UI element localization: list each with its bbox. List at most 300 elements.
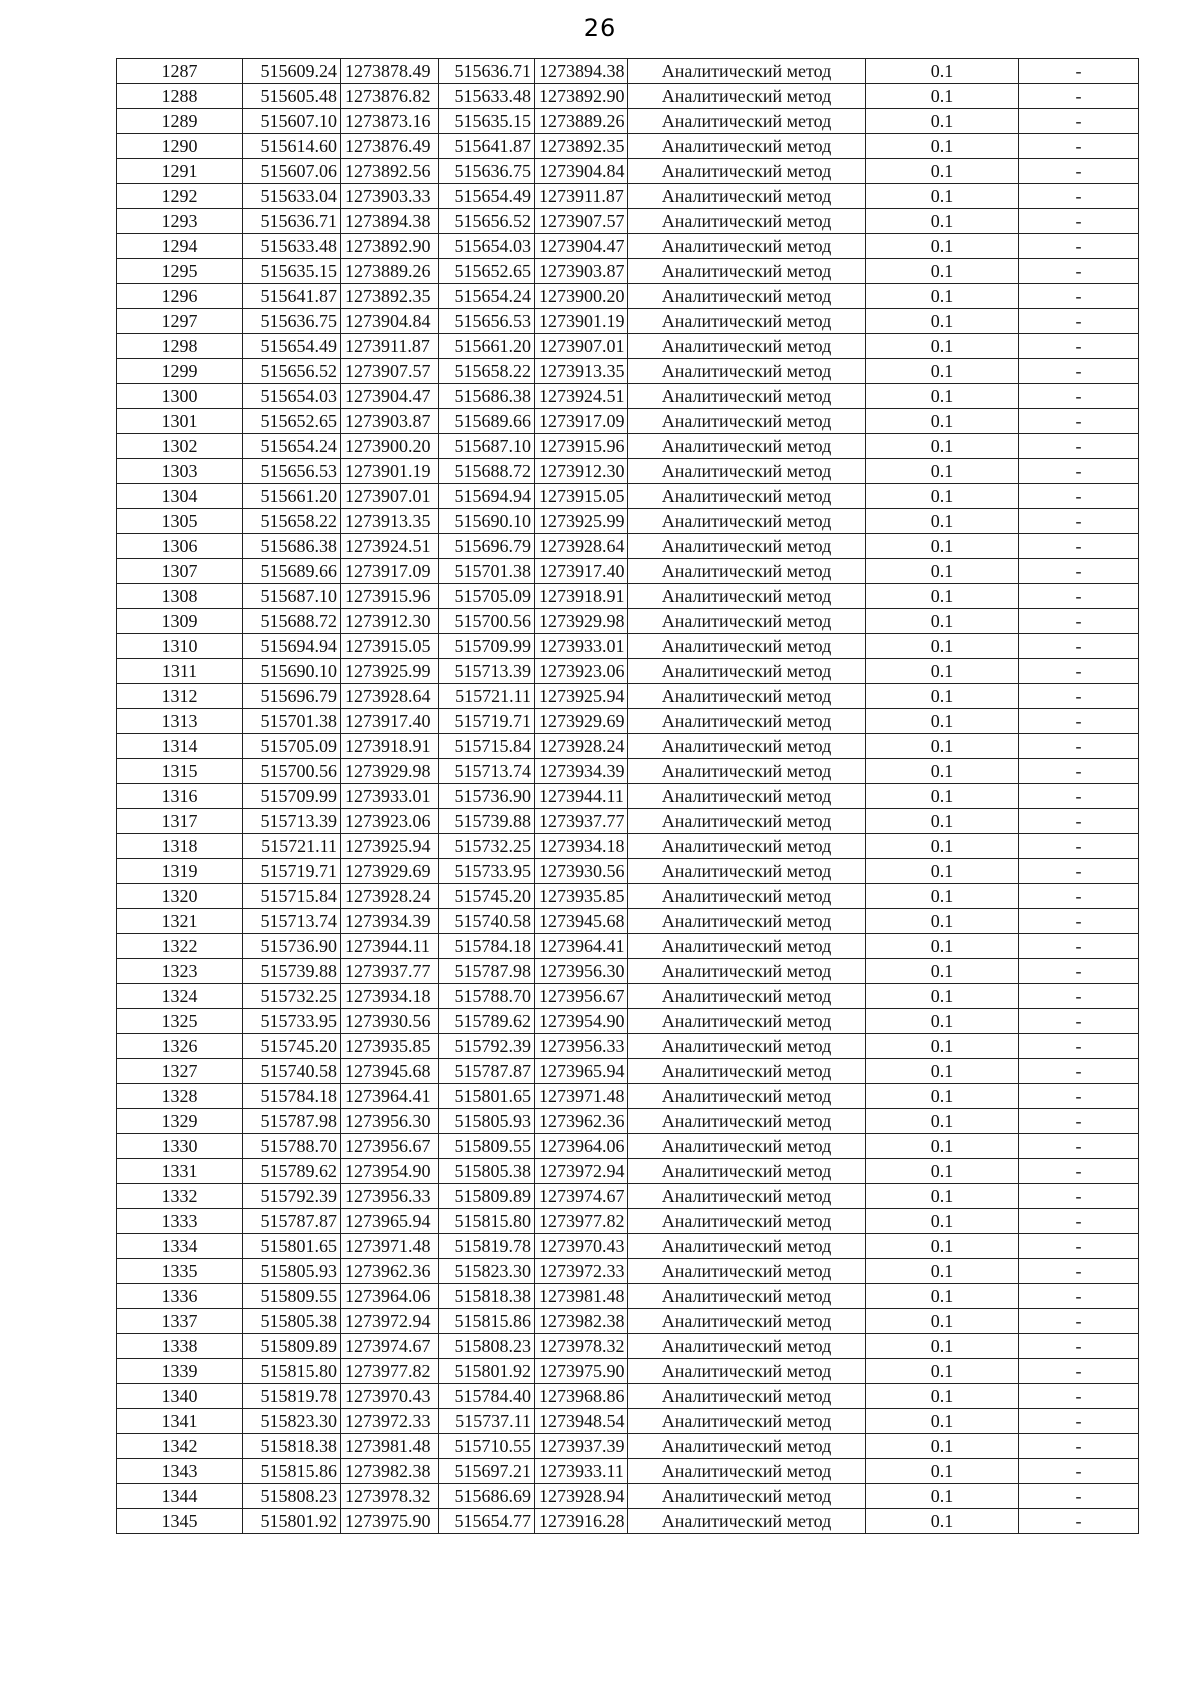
y1-cell: 1273923.06 — [341, 809, 439, 834]
y1-cell: 1273974.67 — [341, 1334, 439, 1359]
accuracy-cell: 0.1 — [866, 159, 1019, 184]
accuracy-cell: 0.1 — [866, 384, 1019, 409]
y2-cell: 1273981.48 — [535, 1284, 628, 1309]
table-row — [117, 1384, 1139, 1409]
y1-cell: 1273901.19 — [341, 459, 439, 484]
y1-cell: 1273892.90 — [341, 234, 439, 259]
x2-cell: 515705.09 — [439, 584, 535, 609]
y2-cell: 1273964.41 — [535, 934, 628, 959]
table-row — [117, 1434, 1139, 1459]
x1-cell: 515656.52 — [243, 359, 341, 384]
y2-cell: 1273974.67 — [535, 1184, 628, 1209]
table-row — [117, 159, 1139, 184]
note-cell: - — [1019, 1209, 1139, 1234]
x1-cell: 515721.11 — [243, 834, 341, 859]
point-number-cell: 1295 — [117, 259, 243, 284]
accuracy-cell: 0.1 — [866, 1359, 1019, 1384]
y2-cell: 1273964.06 — [535, 1134, 628, 1159]
y1-cell: 1273907.57 — [341, 359, 439, 384]
point-number-cell: 1298 — [117, 334, 243, 359]
x2-cell: 515784.18 — [439, 934, 535, 959]
accuracy-cell: 0.1 — [866, 1309, 1019, 1334]
y1-cell: 1273954.90 — [341, 1159, 439, 1184]
table-row — [117, 184, 1139, 209]
y1-cell: 1273876.82 — [341, 84, 439, 109]
point-number-cell: 1308 — [117, 584, 243, 609]
x1-cell: 515733.95 — [243, 1009, 341, 1034]
point-number-cell: 1319 — [117, 859, 243, 884]
note-cell: - — [1019, 634, 1139, 659]
x1-cell: 515809.89 — [243, 1334, 341, 1359]
x2-cell: 515654.03 — [439, 234, 535, 259]
note-cell: - — [1019, 1159, 1139, 1184]
x2-cell: 515709.99 — [439, 634, 535, 659]
accuracy-cell: 0.1 — [866, 559, 1019, 584]
table-row — [117, 1484, 1139, 1509]
accuracy-cell: 0.1 — [866, 1484, 1019, 1509]
x2-cell: 515737.11 — [439, 1409, 535, 1434]
accuracy-cell: 0.1 — [866, 134, 1019, 159]
note-cell: - — [1019, 584, 1139, 609]
method-cell: Аналитический метод — [628, 684, 866, 709]
y1-cell: 1273904.47 — [341, 384, 439, 409]
x1-cell: 515801.65 — [243, 1234, 341, 1259]
note-cell: - — [1019, 259, 1139, 284]
table-row — [117, 84, 1139, 109]
x1-cell: 515805.93 — [243, 1259, 341, 1284]
method-cell: Аналитический метод — [628, 284, 866, 309]
method-cell: Аналитический метод — [628, 434, 866, 459]
x1-cell: 515713.74 — [243, 909, 341, 934]
y2-cell: 1273913.35 — [535, 359, 628, 384]
x2-cell: 515652.65 — [439, 259, 535, 284]
method-cell: Аналитический метод — [628, 259, 866, 284]
x1-cell: 515633.48 — [243, 234, 341, 259]
table-row — [117, 1459, 1139, 1484]
y1-cell: 1273981.48 — [341, 1434, 439, 1459]
point-number-cell: 1300 — [117, 384, 243, 409]
accuracy-cell: 0.1 — [866, 634, 1019, 659]
method-cell: Аналитический метод — [628, 84, 866, 109]
table-row — [117, 784, 1139, 809]
x2-cell: 515745.20 — [439, 884, 535, 909]
point-number-cell: 1335 — [117, 1259, 243, 1284]
table-row — [117, 1359, 1139, 1384]
y1-cell: 1273873.16 — [341, 109, 439, 134]
point-number-cell: 1316 — [117, 784, 243, 809]
table-row — [117, 634, 1139, 659]
note-cell: - — [1019, 434, 1139, 459]
method-cell: Аналитический метод — [628, 484, 866, 509]
method-cell: Аналитический метод — [628, 609, 866, 634]
point-number-cell: 1293 — [117, 209, 243, 234]
table-row — [117, 859, 1139, 884]
accuracy-cell: 0.1 — [866, 309, 1019, 334]
y2-cell: 1273944.11 — [535, 784, 628, 809]
point-number-cell: 1303 — [117, 459, 243, 484]
x2-cell: 515733.95 — [439, 859, 535, 884]
x1-cell: 515805.38 — [243, 1309, 341, 1334]
accuracy-cell: 0.1 — [866, 434, 1019, 459]
y1-cell: 1273982.38 — [341, 1459, 439, 1484]
x1-cell: 515686.38 — [243, 534, 341, 559]
x2-cell: 515687.10 — [439, 434, 535, 459]
note-cell: - — [1019, 1334, 1139, 1359]
y1-cell: 1273964.06 — [341, 1284, 439, 1309]
method-cell: Аналитический метод — [628, 534, 866, 559]
y1-cell: 1273917.09 — [341, 559, 439, 584]
y1-cell: 1273928.64 — [341, 684, 439, 709]
x2-cell: 515818.38 — [439, 1284, 535, 1309]
x2-cell: 515719.71 — [439, 709, 535, 734]
accuracy-cell: 0.1 — [866, 1159, 1019, 1184]
note-cell: - — [1019, 459, 1139, 484]
note-cell: - — [1019, 859, 1139, 884]
accuracy-cell: 0.1 — [866, 684, 1019, 709]
point-number-cell: 1292 — [117, 184, 243, 209]
y2-cell: 1273892.35 — [535, 134, 628, 159]
method-cell: Аналитический метод — [628, 1409, 866, 1434]
x2-cell: 515823.30 — [439, 1259, 535, 1284]
table-row — [117, 109, 1139, 134]
x1-cell: 515823.30 — [243, 1409, 341, 1434]
point-number-cell: 1317 — [117, 809, 243, 834]
method-cell: Аналитический метод — [628, 1459, 866, 1484]
point-number-cell: 1339 — [117, 1359, 243, 1384]
y2-cell: 1273977.82 — [535, 1209, 628, 1234]
x2-cell: 515805.93 — [439, 1109, 535, 1134]
point-number-cell: 1289 — [117, 109, 243, 134]
y1-cell: 1273945.68 — [341, 1059, 439, 1084]
y1-cell: 1273892.35 — [341, 284, 439, 309]
y1-cell: 1273977.82 — [341, 1359, 439, 1384]
y1-cell: 1273972.94 — [341, 1309, 439, 1334]
accuracy-cell: 0.1 — [866, 784, 1019, 809]
y2-cell: 1273904.47 — [535, 234, 628, 259]
table-row — [117, 1259, 1139, 1284]
x1-cell: 515701.38 — [243, 709, 341, 734]
table-row — [117, 959, 1139, 984]
x1-cell: 515732.25 — [243, 984, 341, 1009]
note-cell: - — [1019, 1059, 1139, 1084]
method-cell: Аналитический метод — [628, 184, 866, 209]
point-number-cell: 1333 — [117, 1209, 243, 1234]
note-cell: - — [1019, 934, 1139, 959]
x1-cell: 515740.58 — [243, 1059, 341, 1084]
x1-cell: 515652.65 — [243, 409, 341, 434]
y2-cell: 1273894.38 — [535, 59, 628, 84]
point-number-cell: 1325 — [117, 1009, 243, 1034]
y1-cell: 1273928.24 — [341, 884, 439, 909]
point-number-cell: 1330 — [117, 1134, 243, 1159]
table-row — [117, 709, 1139, 734]
accuracy-cell: 0.1 — [866, 884, 1019, 909]
point-number-cell: 1329 — [117, 1109, 243, 1134]
point-number-cell: 1291 — [117, 159, 243, 184]
method-cell: Аналитический метод — [628, 834, 866, 859]
y1-cell: 1273878.49 — [341, 59, 439, 84]
coordinates-table — [116, 58, 1139, 1534]
table-row — [117, 484, 1139, 509]
y2-cell: 1273956.67 — [535, 984, 628, 1009]
x2-cell: 515809.89 — [439, 1184, 535, 1209]
note-cell: - — [1019, 509, 1139, 534]
x1-cell: 515801.92 — [243, 1509, 341, 1534]
accuracy-cell: 0.1 — [866, 1084, 1019, 1109]
table-row — [117, 684, 1139, 709]
y2-cell: 1273937.77 — [535, 809, 628, 834]
accuracy-cell: 0.1 — [866, 1434, 1019, 1459]
table-row — [117, 659, 1139, 684]
note-cell: - — [1019, 984, 1139, 1009]
point-number-cell: 1344 — [117, 1484, 243, 1509]
x1-cell: 515789.62 — [243, 1159, 341, 1184]
y2-cell: 1273935.85 — [535, 884, 628, 909]
table-row — [117, 434, 1139, 459]
note-cell: - — [1019, 309, 1139, 334]
table-row — [117, 759, 1139, 784]
y2-cell: 1273937.39 — [535, 1434, 628, 1459]
y1-cell: 1273934.18 — [341, 984, 439, 1009]
y1-cell: 1273972.33 — [341, 1409, 439, 1434]
method-cell: Аналитический метод — [628, 1434, 866, 1459]
x2-cell: 515696.79 — [439, 534, 535, 559]
table-row — [117, 284, 1139, 309]
x2-cell: 515700.56 — [439, 609, 535, 634]
x2-cell: 515721.11 — [439, 684, 535, 709]
point-number-cell: 1299 — [117, 359, 243, 384]
x1-cell: 515809.55 — [243, 1284, 341, 1309]
method-cell: Аналитический метод — [628, 309, 866, 334]
accuracy-cell: 0.1 — [866, 1209, 1019, 1234]
x2-cell: 515788.70 — [439, 984, 535, 1009]
accuracy-cell: 0.1 — [866, 1409, 1019, 1434]
table-row — [117, 1109, 1139, 1134]
x1-cell: 515787.98 — [243, 1109, 341, 1134]
point-number-cell: 1315 — [117, 759, 243, 784]
point-number-cell: 1320 — [117, 884, 243, 909]
point-number-cell: 1309 — [117, 609, 243, 634]
point-number-cell: 1341 — [117, 1409, 243, 1434]
x2-cell: 515636.71 — [439, 59, 535, 84]
x2-cell: 515654.49 — [439, 184, 535, 209]
table-row — [117, 359, 1139, 384]
y2-cell: 1273978.32 — [535, 1334, 628, 1359]
y1-cell: 1273956.30 — [341, 1109, 439, 1134]
x2-cell: 515801.92 — [439, 1359, 535, 1384]
method-cell: Аналитический метод — [628, 1084, 866, 1109]
point-number-cell: 1324 — [117, 984, 243, 1009]
x1-cell: 515696.79 — [243, 684, 341, 709]
y2-cell: 1273982.38 — [535, 1309, 628, 1334]
table-row — [117, 1009, 1139, 1034]
x2-cell: 515656.52 — [439, 209, 535, 234]
y2-cell: 1273945.68 — [535, 909, 628, 934]
x2-cell: 515789.62 — [439, 1009, 535, 1034]
point-number-cell: 1294 — [117, 234, 243, 259]
method-cell: Аналитический метод — [628, 584, 866, 609]
x2-cell: 515686.38 — [439, 384, 535, 409]
accuracy-cell: 0.1 — [866, 1384, 1019, 1409]
y2-cell: 1273892.90 — [535, 84, 628, 109]
point-number-cell: 1312 — [117, 684, 243, 709]
x1-cell: 515687.10 — [243, 584, 341, 609]
table-row — [117, 1334, 1139, 1359]
table-row — [117, 1509, 1139, 1534]
method-cell: Аналитический метод — [628, 1334, 866, 1359]
point-number-cell: 1313 — [117, 709, 243, 734]
method-cell: Аналитический метод — [628, 1059, 866, 1084]
method-cell: Аналитический метод — [628, 1134, 866, 1159]
note-cell: - — [1019, 184, 1139, 209]
y2-cell: 1273972.94 — [535, 1159, 628, 1184]
x1-cell: 515636.71 — [243, 209, 341, 234]
accuracy-cell: 0.1 — [866, 334, 1019, 359]
x1-cell: 515705.09 — [243, 734, 341, 759]
table-row — [117, 134, 1139, 159]
y2-cell: 1273972.33 — [535, 1259, 628, 1284]
y1-cell: 1273929.69 — [341, 859, 439, 884]
x2-cell: 515656.53 — [439, 309, 535, 334]
note-cell: - — [1019, 759, 1139, 784]
note-cell: - — [1019, 784, 1139, 809]
method-cell: Аналитический метод — [628, 1309, 866, 1334]
point-number-cell: 1321 — [117, 909, 243, 934]
x2-cell: 515654.77 — [439, 1509, 535, 1534]
y2-cell: 1273903.87 — [535, 259, 628, 284]
method-cell: Аналитический метод — [628, 1209, 866, 1234]
table-row — [117, 384, 1139, 409]
accuracy-cell: 0.1 — [866, 184, 1019, 209]
x1-cell: 515661.20 — [243, 484, 341, 509]
method-cell: Аналитический метод — [628, 134, 866, 159]
accuracy-cell: 0.1 — [866, 834, 1019, 859]
x2-cell: 515732.25 — [439, 834, 535, 859]
note-cell: - — [1019, 484, 1139, 509]
y2-cell: 1273928.24 — [535, 734, 628, 759]
x1-cell: 515819.78 — [243, 1384, 341, 1409]
y2-cell: 1273934.39 — [535, 759, 628, 784]
accuracy-cell: 0.1 — [866, 1334, 1019, 1359]
point-number-cell: 1301 — [117, 409, 243, 434]
y1-cell: 1273933.01 — [341, 784, 439, 809]
note-cell: - — [1019, 109, 1139, 134]
point-number-cell: 1306 — [117, 534, 243, 559]
accuracy-cell: 0.1 — [866, 359, 1019, 384]
x2-cell: 515654.24 — [439, 284, 535, 309]
y1-cell: 1273925.94 — [341, 834, 439, 859]
y2-cell: 1273925.94 — [535, 684, 628, 709]
table-row — [117, 334, 1139, 359]
table-row — [117, 1209, 1139, 1234]
x1-cell: 515700.56 — [243, 759, 341, 784]
y1-cell: 1273892.56 — [341, 159, 439, 184]
accuracy-cell: 0.1 — [866, 284, 1019, 309]
y2-cell: 1273933.11 — [535, 1459, 628, 1484]
point-number-cell: 1318 — [117, 834, 243, 859]
y2-cell: 1273928.94 — [535, 1484, 628, 1509]
table-row — [117, 59, 1139, 84]
method-cell: Аналитический метод — [628, 1159, 866, 1184]
accuracy-cell: 0.1 — [866, 209, 1019, 234]
x2-cell: 515689.66 — [439, 409, 535, 434]
y2-cell: 1273928.64 — [535, 534, 628, 559]
note-cell: - — [1019, 1184, 1139, 1209]
x2-cell: 515636.75 — [439, 159, 535, 184]
table-row — [117, 1184, 1139, 1209]
x2-cell: 515688.72 — [439, 459, 535, 484]
x2-cell: 515697.21 — [439, 1459, 535, 1484]
x2-cell: 515661.20 — [439, 334, 535, 359]
method-cell: Аналитический метод — [628, 334, 866, 359]
method-cell: Аналитический метод — [628, 1359, 866, 1384]
x1-cell: 515614.60 — [243, 134, 341, 159]
note-cell: - — [1019, 559, 1139, 584]
x2-cell: 515736.90 — [439, 784, 535, 809]
point-number-cell: 1302 — [117, 434, 243, 459]
point-number-cell: 1287 — [117, 59, 243, 84]
y1-cell: 1273929.98 — [341, 759, 439, 784]
table-row — [117, 584, 1139, 609]
table-row — [117, 1409, 1139, 1434]
point-number-cell: 1338 — [117, 1334, 243, 1359]
note-cell: - — [1019, 1134, 1139, 1159]
accuracy-cell: 0.1 — [866, 259, 1019, 284]
note-cell: - — [1019, 134, 1139, 159]
x1-cell: 515787.87 — [243, 1209, 341, 1234]
method-cell: Аналитический метод — [628, 934, 866, 959]
table-row — [117, 1159, 1139, 1184]
point-number-cell: 1328 — [117, 1084, 243, 1109]
note-cell: - — [1019, 384, 1139, 409]
note-cell: - — [1019, 234, 1139, 259]
y1-cell: 1273894.38 — [341, 209, 439, 234]
accuracy-cell: 0.1 — [866, 1034, 1019, 1059]
y2-cell: 1273975.90 — [535, 1359, 628, 1384]
accuracy-cell: 0.1 — [866, 809, 1019, 834]
method-cell: Аналитический метод — [628, 359, 866, 384]
note-cell: - — [1019, 709, 1139, 734]
x2-cell: 515658.22 — [439, 359, 535, 384]
note-cell: - — [1019, 609, 1139, 634]
y2-cell: 1273918.91 — [535, 584, 628, 609]
x2-cell: 515784.40 — [439, 1384, 535, 1409]
y2-cell: 1273915.96 — [535, 434, 628, 459]
table-row — [117, 909, 1139, 934]
method-cell: Аналитический метод — [628, 634, 866, 659]
table-row — [117, 259, 1139, 284]
y2-cell: 1273923.06 — [535, 659, 628, 684]
x2-cell: 515635.15 — [439, 109, 535, 134]
accuracy-cell: 0.1 — [866, 234, 1019, 259]
note-cell: - — [1019, 1284, 1139, 1309]
y1-cell: 1273889.26 — [341, 259, 439, 284]
x2-cell: 515815.80 — [439, 1209, 535, 1234]
x1-cell: 515654.03 — [243, 384, 341, 409]
accuracy-cell: 0.1 — [866, 659, 1019, 684]
x1-cell: 515609.24 — [243, 59, 341, 84]
point-number-cell: 1336 — [117, 1284, 243, 1309]
point-number-cell: 1331 — [117, 1159, 243, 1184]
x1-cell: 515654.24 — [243, 434, 341, 459]
method-cell: Аналитический метод — [628, 1509, 866, 1534]
y2-cell: 1273917.09 — [535, 409, 628, 434]
y1-cell: 1273925.99 — [341, 659, 439, 684]
note-cell: - — [1019, 159, 1139, 184]
table-row — [117, 309, 1139, 334]
y2-cell: 1273930.56 — [535, 859, 628, 884]
y2-cell: 1273901.19 — [535, 309, 628, 334]
